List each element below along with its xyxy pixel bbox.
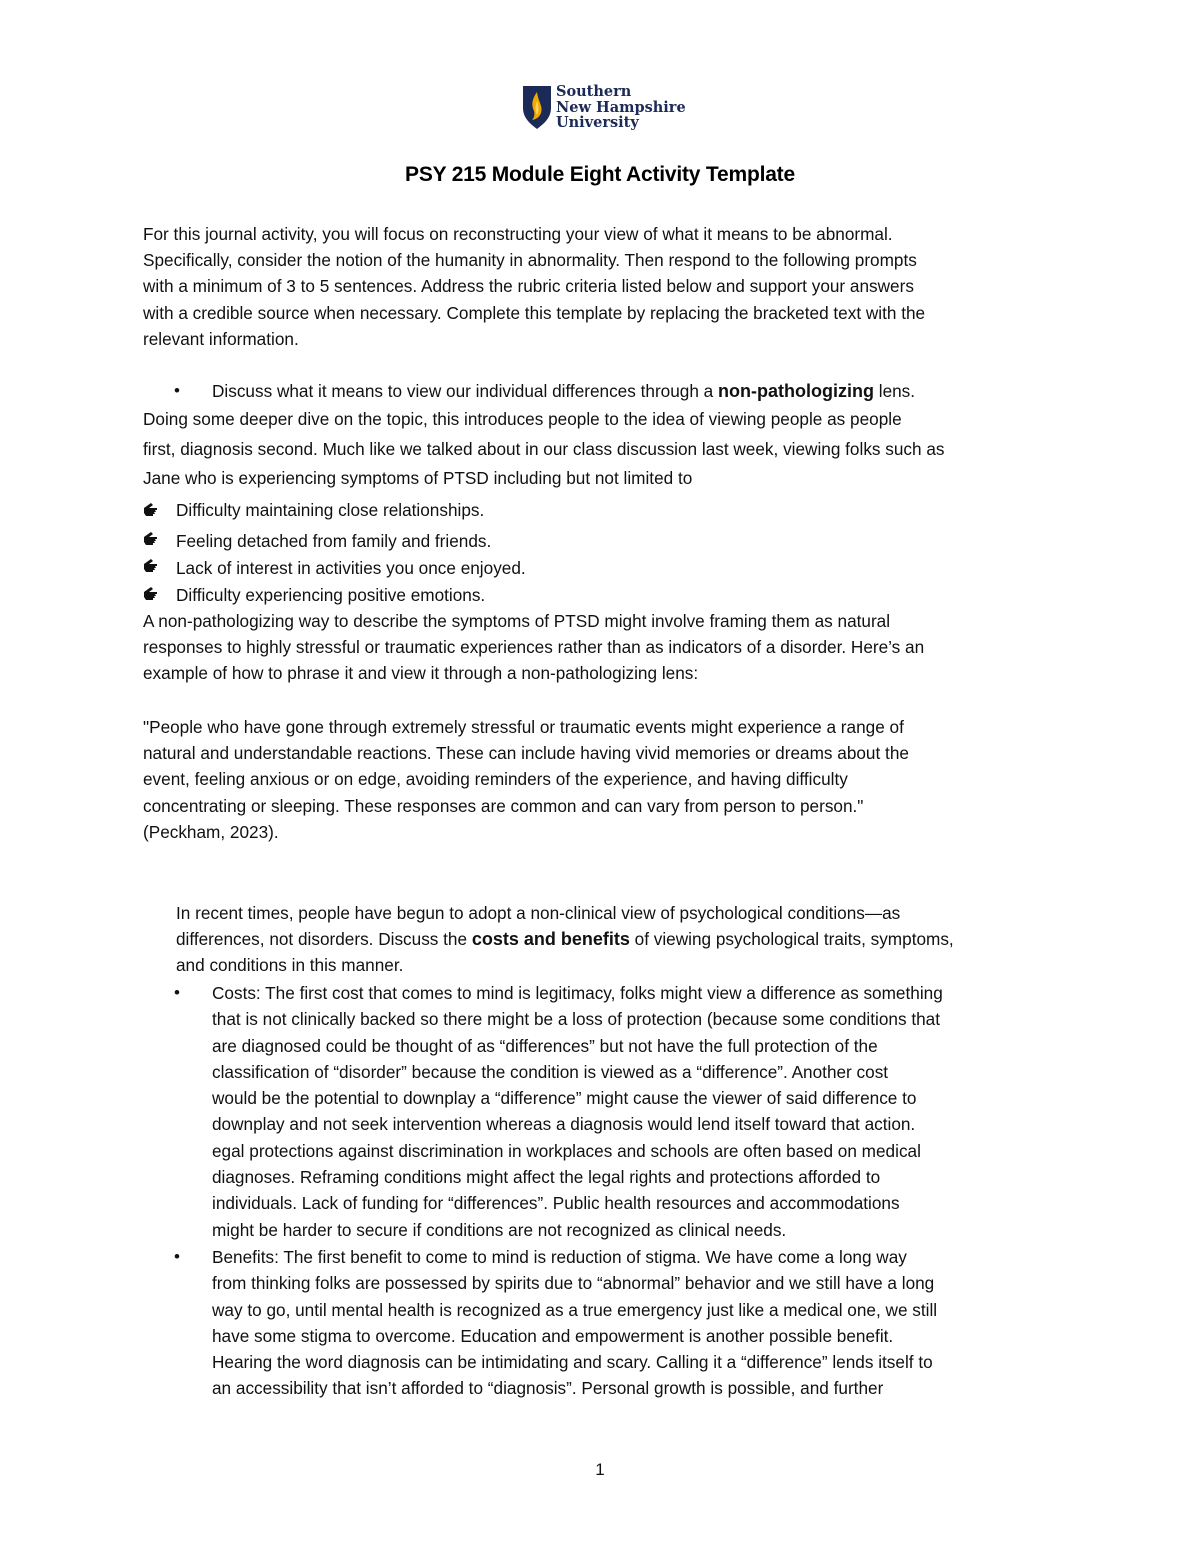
benefits-line: have some stigma to overcome. Education and empowerment is another possible benefit. <box>212 1325 894 1346</box>
university-logo <box>522 84 702 132</box>
intro-line: with a credible source when necessary. Complete this template by replacing the bracketed text with the <box>143 302 926 323</box>
pointing-hand-icon <box>143 502 159 518</box>
answer-1-paragraph <box>143 405 1063 494</box>
answer-1-line: first, diagnosis second. Much like we talked about in our class discussion last week, viewing folks such as <box>143 438 945 459</box>
prompt-1-after: lens. <box>873 381 916 401</box>
intro-paragraph <box>143 221 1063 352</box>
pointing-hand-icon <box>143 531 159 547</box>
costs-line: that is not clinically backed so there might be a loss of protection (because some conditions that <box>212 1009 941 1030</box>
symptom-item: Feeling detached from family and friends. <box>176 531 492 551</box>
benefits-line: an accessibility that isn’t afforded to “diagnosis”. Personal growth is possible, and further <box>212 1378 884 1399</box>
costs-line: are diagnosed could be thought of as “differences” but not have the full protection of the <box>212 1035 878 1056</box>
prompt-1 <box>212 378 915 404</box>
answer-1-line: Jane who is experiencing symptoms of PTSD including but not limited to <box>143 468 693 488</box>
answer-1b-line: A non-pathologizing way to describe the symptoms of PTSD might involve framing them as natural <box>143 611 891 631</box>
quote-line: "People who have gone through extremely stressful or traumatic events might experience a range of <box>143 717 904 737</box>
costs-line: classification of “disorder” because the condition is viewed as a “difference”. Another cost <box>212 1061 889 1082</box>
intro-line: relevant information. <box>143 328 299 349</box>
prompt-2-before: differences, not disorders. Discuss the <box>176 929 472 950</box>
bullet-dot-icon: • <box>174 983 180 1002</box>
answer-1b-paragraph <box>143 608 1063 687</box>
bullet-dot-icon: • <box>174 1247 180 1266</box>
bullet-dot-icon: • <box>174 381 180 400</box>
benefits-line: from thinking folks are possessed by spirits due to “abnormal” behavior and we still have a long <box>212 1273 935 1294</box>
answer-1b-line: responses to highly stressful or traumatic experiences rather than as indicators of a disorder. Here’s an <box>143 637 925 658</box>
intro-line: with a minimum of 3 to 5 sentences. Address the rubric criteria listed below and support your answers <box>143 276 914 297</box>
quote-line: (Peckham, 2023). <box>143 821 279 842</box>
symptom-item: Lack of interest in activities you once enjoyed. <box>176 558 526 578</box>
benefits-line: Benefits: The first benefit to come to mind is reduction of stigma. We have come a long way <box>212 1247 907 1267</box>
prompt-2-line: and conditions in this manner. <box>176 955 404 976</box>
logo-line-1: Southern <box>556 83 632 100</box>
costs-line: egal protections against discrimination in workplaces and schools are often based on medical <box>212 1140 921 1161</box>
pointing-hand-icon <box>143 558 159 574</box>
quote-line: event, feeling anxious or on edge, avoiding reminders of the experience, and having difficulty <box>143 769 848 790</box>
shield-flame-icon <box>522 84 552 130</box>
prompt-2-emphasis: costs and benefits <box>471 929 630 950</box>
prompt-2-after: of viewing psychological traits, symptoms, <box>629 929 954 950</box>
logo-line-3: University <box>556 114 639 131</box>
symptom-item: Difficulty maintaining close relationships. <box>176 500 485 520</box>
pointing-hand-icon <box>143 586 159 602</box>
page-number: 1 <box>595 1460 605 1479</box>
quote-line: natural and understandable reactions. These can include having vivid memories or dreams about the <box>143 743 909 764</box>
prompt-2-line: In recent times, people have begun to adopt a non-clinical view of psychological conditions—as <box>176 903 901 923</box>
intro-line: For this journal activity, you will focus on reconstructing your view of what it means to be abnormal. <box>143 224 893 244</box>
benefits-line: Hearing the word diagnosis can be intimidating and scary. Calling it a “difference” lends itself to <box>212 1352 933 1373</box>
costs-paragraph <box>212 980 1132 1243</box>
costs-line: individuals. Lack of funding for “differences”. Public health resources and accommodations <box>212 1193 900 1214</box>
prompt-2-paragraph <box>176 900 1096 979</box>
answer-1b-line: example of how to phrase it and view it through a non-pathologizing lens: <box>143 663 699 684</box>
quote-paragraph <box>143 714 1063 845</box>
costs-line: might be harder to secure if conditions are not recognized as clinical needs. <box>212 1219 787 1240</box>
prompt-1-before: Discuss what it means to view our individual differences through a <box>212 381 719 401</box>
page-title: PSY 215 Module Eight Activity Template <box>405 163 795 186</box>
costs-line: would be the potential to downplay a “difference” might cause the viewer of said difference to <box>212 1088 917 1109</box>
benefits-paragraph <box>212 1244 1132 1402</box>
benefits-line: way to go, until mental health is recognized as a true emergency just like a medical one, we still <box>212 1299 938 1320</box>
prompt-1-emphasis: non-pathologizing <box>718 381 874 401</box>
intro-line: Specifically, consider the notion of the humanity in abnormality. Then respond to the following prompts <box>143 250 917 271</box>
prompt-2-line <box>176 926 1096 952</box>
costs-line: diagnoses. Reframing conditions might affect the legal rights and protections afforded to <box>212 1167 881 1188</box>
answer-1-line: Doing some deeper dive on the topic, this introduces people to the idea of viewing people as people <box>143 409 902 429</box>
quote-line: concentrating or sleeping. These responses are common and can vary from person to person." <box>143 795 864 816</box>
costs-line: downplay and not seek intervention whereas a diagnosis would lend itself toward that action. <box>212 1114 916 1135</box>
costs-line: Costs: The first cost that comes to mind is legitimacy, folks might view a difference as something <box>212 983 943 1003</box>
symptom-item: Difficulty experiencing positive emotions. <box>176 585 486 605</box>
logo-line-2: New Hampshire <box>556 98 686 116</box>
